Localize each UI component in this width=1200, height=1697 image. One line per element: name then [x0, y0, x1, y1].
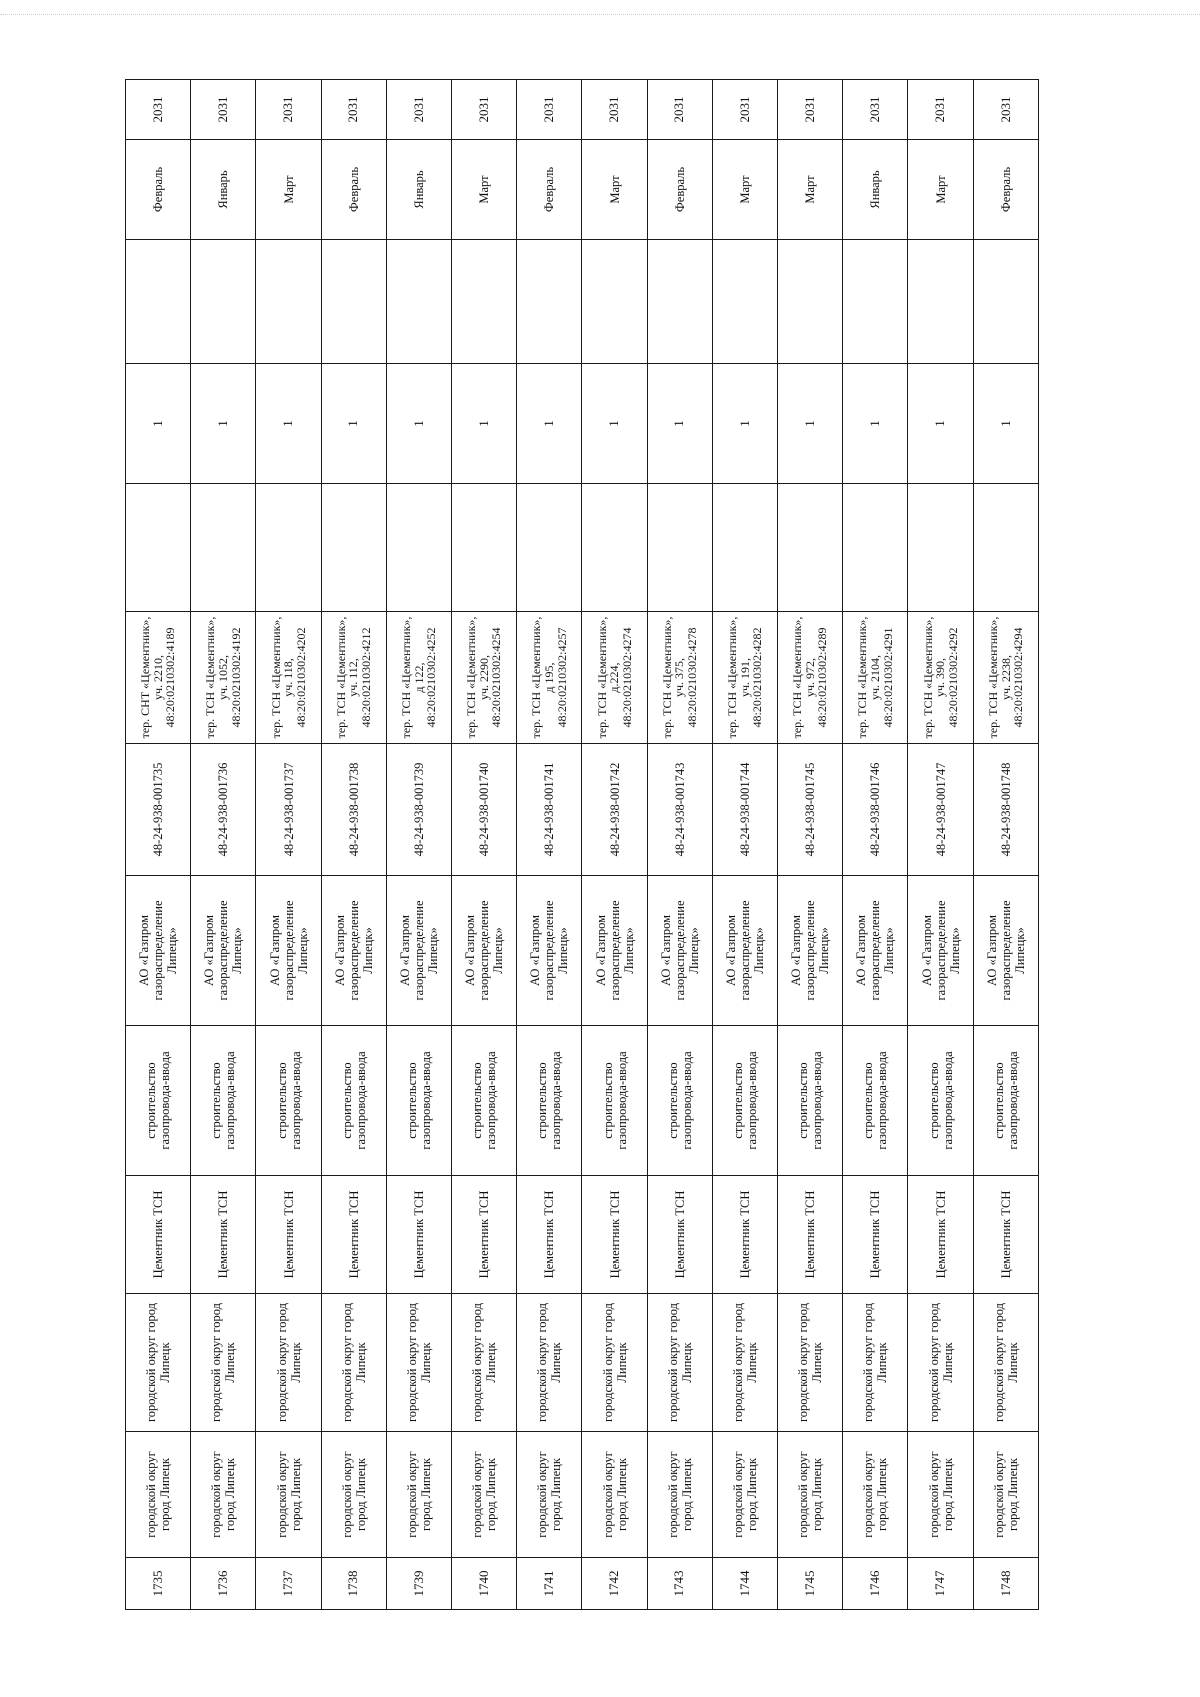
cell-empty-cell [452, 240, 517, 364]
cell-year: 2031 [908, 80, 973, 140]
table-row [191, 80, 256, 1610]
cell-work-type: строительство газопровода-ввода [712, 1026, 777, 1176]
cell-empty-cell [386, 484, 451, 612]
cell-empty-cell [321, 484, 386, 612]
cell-empty-cell [778, 240, 843, 364]
cell-locality: Цементник ТСН [712, 1176, 777, 1294]
cell-year: 2031 [517, 80, 582, 140]
cell-month: Февраль [517, 140, 582, 240]
cell-work-type: строительство газопровода-ввода [908, 1026, 973, 1176]
cell-settlement-district: городской округ город Липецк [647, 1294, 712, 1432]
cell-object-id: 48-24-938-001741 [517, 744, 582, 876]
cell-municipality: городской округ город Липецк [517, 1432, 582, 1558]
cell-row-number: 1748 [973, 1558, 1038, 1610]
cell-object-id: 48-24-938-001744 [712, 744, 777, 876]
cell-address: тер. ТСН «Цементник», уч. 118, 48:20:0210302:4202 [256, 612, 321, 744]
cell-empty-cell [191, 484, 256, 612]
cell-row-number: 1742 [582, 1558, 647, 1610]
table-row [582, 80, 647, 1610]
cell-organization: АО «Газпром газораспределение Липецк» [582, 876, 647, 1026]
cell-quantity: 1 [973, 364, 1038, 484]
table-row [712, 80, 777, 1610]
cell-quantity: 1 [452, 364, 517, 484]
cell-year: 2031 [126, 80, 191, 140]
cell-month: Февраль [647, 140, 712, 240]
cell-address: тер. ТСН «Цементник», уч. 2238, 48:20:0210302:4294 [973, 612, 1038, 744]
cell-settlement-district: городской округ город Липецк [191, 1294, 256, 1432]
cell-locality: Цементник ТСН [321, 1176, 386, 1294]
cell-empty-cell [908, 484, 973, 612]
table-row [908, 80, 973, 1610]
cell-empty-cell [843, 240, 908, 364]
cell-empty-cell [973, 484, 1038, 612]
cell-quantity: 1 [191, 364, 256, 484]
cell-year: 2031 [256, 80, 321, 140]
cell-organization: АО «Газпром газораспределение Липецк» [973, 876, 1038, 1026]
cell-organization: АО «Газпром газораспределение Липецк» [386, 876, 451, 1026]
cell-locality: Цементник ТСН [843, 1176, 908, 1294]
cell-row-number: 1744 [712, 1558, 777, 1610]
table-row [126, 80, 191, 1610]
cell-address: тер. ТСН «Цементник», д 195, 48:20:0210302:4257 [517, 612, 582, 744]
cell-quantity: 1 [908, 364, 973, 484]
cell-empty-cell [647, 484, 712, 612]
cell-organization: АО «Газпром газораспределение Липецк» [843, 876, 908, 1026]
cell-row-number: 1746 [843, 1558, 908, 1610]
cell-municipality: городской округ город Липецк [256, 1432, 321, 1558]
cell-organization: АО «Газпром газораспределение Липецк» [321, 876, 386, 1026]
cell-settlement-district: городской округ город Липецк [321, 1294, 386, 1432]
cell-month: Март [452, 140, 517, 240]
scan-edge-line [0, 14, 1200, 15]
cell-empty-cell [973, 240, 1038, 364]
cell-month: Март [778, 140, 843, 240]
cell-empty-cell [778, 484, 843, 612]
cell-empty-cell [126, 240, 191, 364]
cell-organization: АО «Газпром газораспределение Липецк» [712, 876, 777, 1026]
cell-work-type: строительство газопровода-ввода [126, 1026, 191, 1176]
cell-locality: Цементник ТСН [452, 1176, 517, 1294]
cell-year: 2031 [386, 80, 451, 140]
cell-month: Январь [386, 140, 451, 240]
cell-settlement-district: городской округ город Липецк [843, 1294, 908, 1432]
cell-organization: АО «Газпром газораспределение Липецк» [256, 876, 321, 1026]
cell-locality: Цементник ТСН [778, 1176, 843, 1294]
cell-empty-cell [191, 240, 256, 364]
cell-empty-cell [712, 484, 777, 612]
cell-work-type: строительство газопровода-ввода [843, 1026, 908, 1176]
cell-work-type: строительство газопровода-ввода [973, 1026, 1038, 1176]
cell-object-id: 48-24-938-001739 [386, 744, 451, 876]
cell-municipality: городской округ город Липецк [126, 1432, 191, 1558]
cell-object-id: 48-24-938-001746 [843, 744, 908, 876]
cell-year: 2031 [321, 80, 386, 140]
cell-quantity: 1 [386, 364, 451, 484]
cell-settlement-district: городской округ город Липецк [712, 1294, 777, 1432]
table-body [126, 80, 1039, 1610]
cell-organization: АО «Газпром газораспределение Липецк» [191, 876, 256, 1026]
cell-object-id: 48-24-938-001738 [321, 744, 386, 876]
cell-month: Январь [191, 140, 256, 240]
cell-settlement-district: городской округ город Липецк [973, 1294, 1038, 1432]
cell-object-id: 48-24-938-001745 [778, 744, 843, 876]
cell-year: 2031 [778, 80, 843, 140]
cell-row-number: 1735 [126, 1558, 191, 1610]
cell-work-type: строительство газопровода-ввода [582, 1026, 647, 1176]
cell-municipality: городской округ город Липецк [843, 1432, 908, 1558]
cell-organization: АО «Газпром газораспределение Липецк» [517, 876, 582, 1026]
cell-work-type: строительство газопровода-ввода [452, 1026, 517, 1176]
cell-address: тер. ТСН «Цементник», уч. 2104, 48:20:0210302:4291 [843, 612, 908, 744]
cell-year: 2031 [647, 80, 712, 140]
cell-empty-cell [582, 240, 647, 364]
cell-locality: Цементник ТСН [647, 1176, 712, 1294]
gasification-schedule-table [125, 79, 1039, 1610]
rotated-page [125, 80, 1039, 1610]
cell-empty-cell [843, 484, 908, 612]
cell-address: тер. ТСН «Цементник», уч. 191, 48:20:0210302:4282 [712, 612, 777, 744]
cell-settlement-district: городской округ город Липецк [452, 1294, 517, 1432]
cell-work-type: строительство газопровода-ввода [191, 1026, 256, 1176]
cell-empty-cell [712, 240, 777, 364]
cell-settlement-district: городской округ город Липецк [126, 1294, 191, 1432]
cell-year: 2031 [712, 80, 777, 140]
cell-empty-cell [582, 484, 647, 612]
cell-quantity: 1 [647, 364, 712, 484]
cell-municipality: городской округ город Липецк [321, 1432, 386, 1558]
cell-work-type: строительство газопровода-ввода [386, 1026, 451, 1176]
cell-settlement-district: городской округ город Липецк [778, 1294, 843, 1432]
cell-organization: АО «Газпром газораспределение Липецк» [778, 876, 843, 1026]
cell-locality: Цементник ТСН [256, 1176, 321, 1294]
table-row [647, 80, 712, 1610]
cell-locality: Цементник ТСН [908, 1176, 973, 1294]
cell-empty-cell [386, 240, 451, 364]
cell-quantity: 1 [517, 364, 582, 484]
cell-empty-cell [126, 484, 191, 612]
cell-address: тер. ТСН «Цементник», уч. 2290, 48:20:0210302:4254 [452, 612, 517, 744]
cell-quantity: 1 [582, 364, 647, 484]
cell-month: Февраль [321, 140, 386, 240]
cell-work-type: строительство газопровода-ввода [647, 1026, 712, 1176]
table-row [452, 80, 517, 1610]
cell-empty-cell [256, 240, 321, 364]
cell-month: Март [256, 140, 321, 240]
cell-empty-cell [256, 484, 321, 612]
cell-locality: Цементник ТСН [973, 1176, 1038, 1294]
cell-municipality: городской округ город Липецк [973, 1432, 1038, 1558]
cell-year: 2031 [452, 80, 517, 140]
cell-work-type: строительство газопровода-ввода [517, 1026, 582, 1176]
cell-locality: Цементник ТСН [386, 1176, 451, 1294]
cell-row-number: 1736 [191, 1558, 256, 1610]
cell-municipality: городской округ город Липецк [778, 1432, 843, 1558]
cell-empty-cell [908, 240, 973, 364]
cell-municipality: городской округ город Липецк [582, 1432, 647, 1558]
cell-settlement-district: городской округ город Липецк [908, 1294, 973, 1432]
cell-locality: Цементник ТСН [126, 1176, 191, 1294]
cell-year: 2031 [973, 80, 1038, 140]
cell-empty-cell [452, 484, 517, 612]
table-row [517, 80, 582, 1610]
cell-locality: Цементник ТСН [191, 1176, 256, 1294]
cell-empty-cell [321, 240, 386, 364]
cell-municipality: городской округ город Липецк [386, 1432, 451, 1558]
cell-month: Март [712, 140, 777, 240]
cell-settlement-district: городской округ город Липецк [582, 1294, 647, 1432]
cell-month: Март [582, 140, 647, 240]
cell-quantity: 1 [712, 364, 777, 484]
cell-organization: АО «Газпром газораспределение Липецк» [908, 876, 973, 1026]
cell-work-type: строительство газопровода-ввода [321, 1026, 386, 1176]
table-row [256, 80, 321, 1610]
cell-quantity: 1 [778, 364, 843, 484]
cell-organization: АО «Газпром газораспределение Липецк» [452, 876, 517, 1026]
cell-row-number: 1737 [256, 1558, 321, 1610]
cell-quantity: 1 [321, 364, 386, 484]
cell-address: тер. ТСН «Цементник», уч. 390, 48:20:0210302:4292 [908, 612, 973, 744]
cell-address: тер. ТСН «Цементник», д.224, 48:20:0210302:4274 [582, 612, 647, 744]
cell-address: тер. ТСН «Цементник», д 122, 48:20:0210302:4252 [386, 612, 451, 744]
cell-row-number: 1740 [452, 1558, 517, 1610]
cell-row-number: 1743 [647, 1558, 712, 1610]
table-row [843, 80, 908, 1610]
table-row [321, 80, 386, 1610]
cell-month: Март [908, 140, 973, 240]
cell-work-type: строительство газопровода-ввода [778, 1026, 843, 1176]
cell-row-number: 1745 [778, 1558, 843, 1610]
cell-object-id: 48-24-938-001742 [582, 744, 647, 876]
cell-quantity: 1 [843, 364, 908, 484]
cell-empty-cell [517, 240, 582, 364]
cell-object-id: 48-24-938-001747 [908, 744, 973, 876]
cell-year: 2031 [843, 80, 908, 140]
cell-object-id: 48-24-938-001735 [126, 744, 191, 876]
cell-organization: АО «Газпром газораспределение Липецк» [647, 876, 712, 1026]
table-row [778, 80, 843, 1610]
cell-object-id: 48-24-938-001737 [256, 744, 321, 876]
cell-empty-cell [517, 484, 582, 612]
cell-settlement-district: городской округ город Липецк [386, 1294, 451, 1432]
cell-organization: АО «Газпром газораспределение Липецк» [126, 876, 191, 1026]
cell-object-id: 48-24-938-001748 [973, 744, 1038, 876]
cell-year: 2031 [191, 80, 256, 140]
cell-month: Февраль [126, 140, 191, 240]
cell-address: тер. ТСН «Цементник», уч. 1052, 48:20:0210302:4192 [191, 612, 256, 744]
cell-month: Январь [843, 140, 908, 240]
cell-object-id: 48-24-938-001736 [191, 744, 256, 876]
cell-address: тер. ТСН «Цементник», уч. 375, 48:20:0210302:4278 [647, 612, 712, 744]
cell-locality: Цементник ТСН [582, 1176, 647, 1294]
cell-municipality: городской округ город Липецк [908, 1432, 973, 1558]
cell-settlement-district: городской округ город Липецк [256, 1294, 321, 1432]
cell-address: тер. ТСН «Цементник», уч. 112, 48:20:0210302:4212 [321, 612, 386, 744]
cell-municipality: городской округ город Липецк [452, 1432, 517, 1558]
cell-row-number: 1741 [517, 1558, 582, 1610]
cell-row-number: 1747 [908, 1558, 973, 1610]
table-row [973, 80, 1038, 1610]
cell-quantity: 1 [256, 364, 321, 484]
cell-work-type: строительство газопровода-ввода [256, 1026, 321, 1176]
cell-address: тер. СНТ «Цементник», уч. 2210, 48:20:0210302:4189 [126, 612, 191, 744]
cell-municipality: городской округ город Липецк [712, 1432, 777, 1558]
cell-year: 2031 [582, 80, 647, 140]
cell-address: тер. ТСН «Цементник», уч. 972, 48:20:0210302:4289 [778, 612, 843, 744]
cell-quantity: 1 [126, 364, 191, 484]
cell-locality: Цементник ТСН [517, 1176, 582, 1294]
cell-object-id: 48-24-938-001740 [452, 744, 517, 876]
cell-settlement-district: городской округ город Липецк [517, 1294, 582, 1432]
cell-object-id: 48-24-938-001743 [647, 744, 712, 876]
cell-empty-cell [647, 240, 712, 364]
cell-municipality: городской округ город Липецк [191, 1432, 256, 1558]
cell-month: Февраль [973, 140, 1038, 240]
cell-municipality: городской округ город Липецк [647, 1432, 712, 1558]
cell-row-number: 1738 [321, 1558, 386, 1610]
cell-row-number: 1739 [386, 1558, 451, 1610]
table-row [386, 80, 451, 1610]
